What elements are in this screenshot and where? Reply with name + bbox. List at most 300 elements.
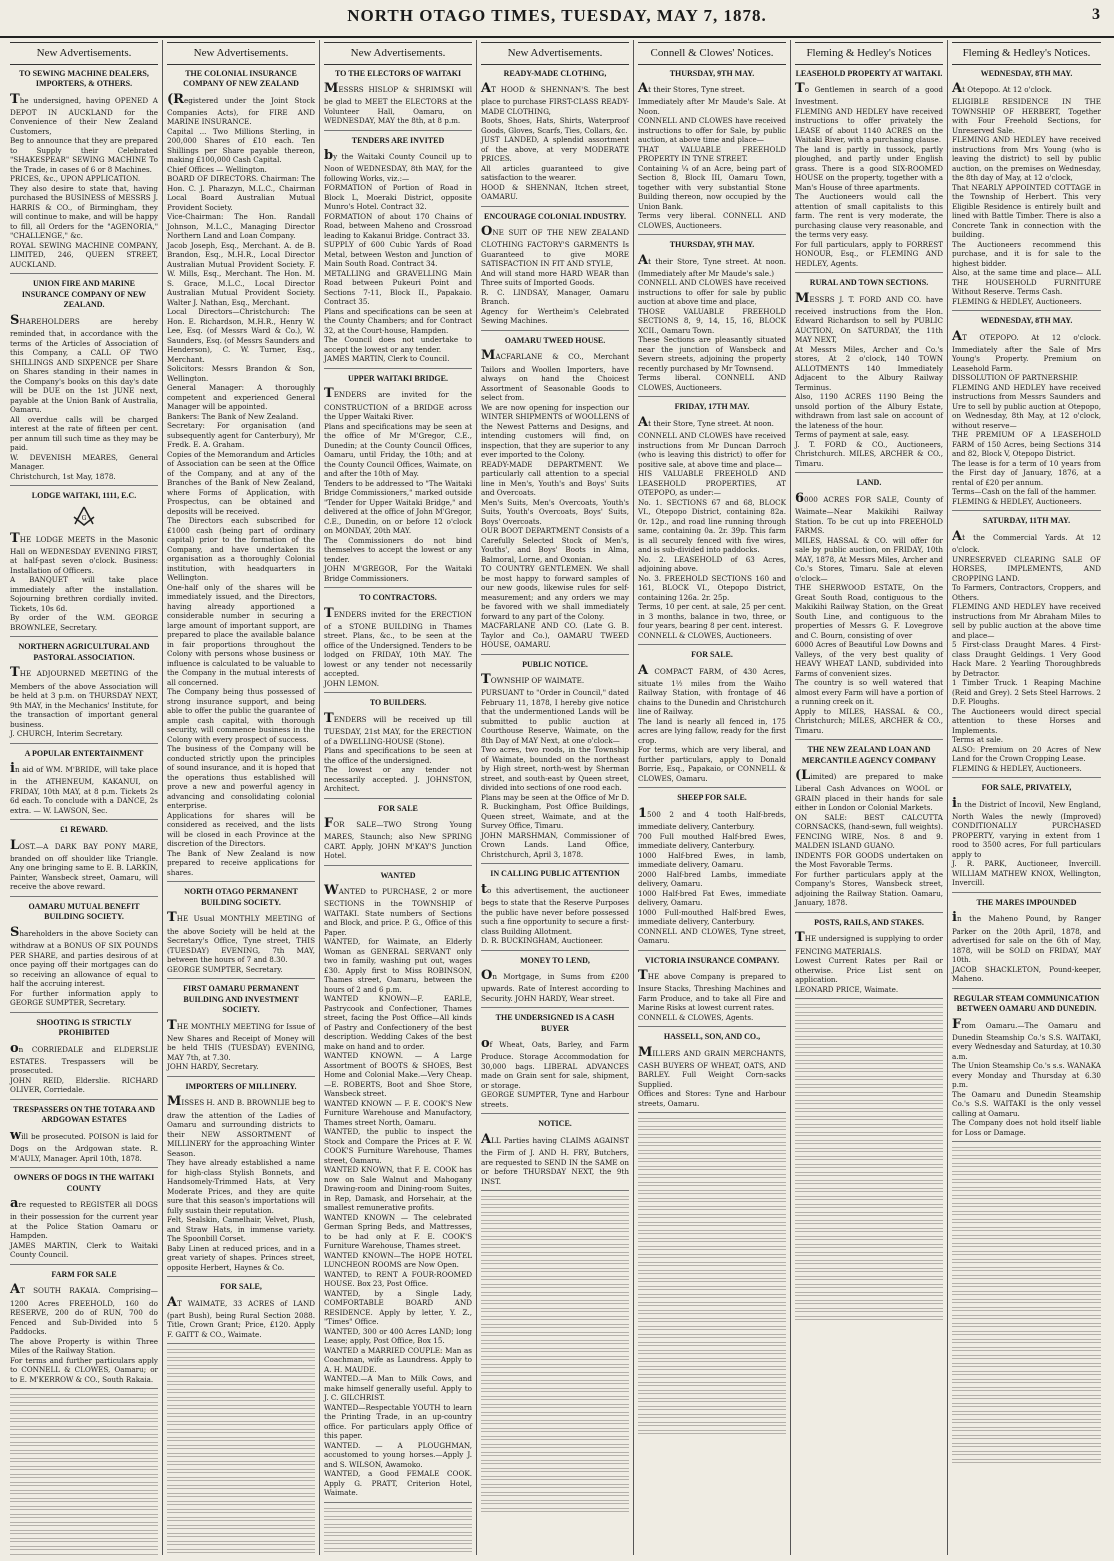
advertisement-text: PURSUANT to "Order in Council," dated February 11, 1878, I hereby give notice that the undermentioned Lands will be submitted to public auction at Courthouse Reserve, Waimate, on the 8th Day of MAY Next, at one o'clock— xyxy=(481,688,629,745)
print-texture xyxy=(10,1450,158,1456)
print-texture xyxy=(481,1356,629,1362)
advertisement xyxy=(638,793,786,950)
advertisement-text: The Union Steamship Co.'s s.s. WANAKA every Monday and Thursday at 6.30 p.m. xyxy=(952,1061,1101,1090)
advertisement-text: AT OTEPOPO. At 12 o'clock. Immediately after the Sale of Mrs Young's Property. Premium on Leasehold Farm. xyxy=(952,328,1101,373)
print-texture xyxy=(481,1292,629,1298)
advertisement-text: (Limited) are prepared to make Liberal Cash Advances on WOOL or GRAIN placed in their hands for sale either in London or Colonial Markets. xyxy=(795,768,943,813)
print-texture xyxy=(952,1339,1101,1345)
advertisement-text: THE Usual MONTHLY MEETING of the above Society will be held at the Secretary's Office, Tyne street, THIS (TUESDAY) EVENING, 7th MAY, between the hours of 7 and 8.30. xyxy=(167,910,315,965)
advertisement xyxy=(638,402,786,645)
advertisement-title: POSTS, RAILS, AND STAKES. xyxy=(814,917,924,927)
print-texture xyxy=(10,1514,158,1520)
advertisement xyxy=(10,1173,158,1265)
column-6 xyxy=(791,40,948,1555)
advertisement-text: THE ADJOURNED MEETING of the Members of the above Association will be held at 3 p.m. on THURSDAY NEXT, 9th MAY, in the Mechanics' Institute, for the transaction of important general business. xyxy=(10,665,158,729)
advertisement-text: ELIGIBLE RESIDENCE IN THE TOWNSHIP OF HERBERT, Together with Four Freehold Sections, for Unreserved Sale. xyxy=(952,97,1101,135)
advertisement-text: The Council does not undertake to accept the lowest or any tender. xyxy=(324,335,472,354)
advertisement-text: on CORRIEDALE and ELDERSLIE ESTATES. Trespassers will be prosecuted. xyxy=(10,1040,158,1076)
advertisement-title: TRESPASSERS ON THE TOTARA AND ARDGOWAN ESTATES xyxy=(13,1104,155,1125)
print-texture xyxy=(638,1262,786,1268)
advertisement-title: FIRST OAMARU PERMANENT BUILDING AND INVESTMENT SOCIETY. xyxy=(183,984,299,1015)
advertisement-text: For full particulars, apply to FORREST HONOUR, Esq., or FLEMING AND HEDLEY, Agents. xyxy=(795,239,943,268)
advertisement-title: VICTORIA INSURANCE COMPANY. xyxy=(644,955,780,965)
print-texture xyxy=(952,1251,1101,1257)
advertisement-text: The business of the Company will be conducted strictly upon the principles of sound insurance, and it is hoped that the operations thus established will prove a new and powerful agency in advancing and consolidating colonial enterprise. xyxy=(167,744,315,811)
advertisement-text: LOST.—A DARK BAY PONY MARE, branded on off shoulder like Triangle. Any one bringing same to E. B. LARKIN, Painter, Wansbeck street, Oamaru, will receive the above reward. xyxy=(10,837,158,892)
print-texture xyxy=(952,1403,1101,1409)
advertisement-title: TO BUILDERS. xyxy=(369,698,427,708)
print-texture xyxy=(167,1405,315,1411)
print-texture xyxy=(795,1116,943,1122)
print-texture xyxy=(638,1414,786,1420)
print-texture xyxy=(324,1548,472,1554)
advertisement xyxy=(324,593,472,693)
advertisement-text: WANTED KNOWN — F. E. COOK'S New Furniture Warehouse and Manufactory, Thames street North, Oamaru. xyxy=(324,1098,472,1127)
advertisement xyxy=(324,698,472,798)
print-texture xyxy=(795,1196,943,1202)
advertisement xyxy=(481,1119,629,1191)
advertisement-text: No. 1. SECTIONS 67 and 68, BLOCK VI., Otepopo District, containing 82a. 0r. 12p., and road line running through same, containing 0a. 2r. 39p. This farm is all securely fenced with five wires, and is sub-divided into paddocks. xyxy=(638,497,786,555)
column-header: New Advertisements. xyxy=(481,42,629,65)
advertisement-text: The Oamaru and Dunedin Steamship Co.'s S.S. WAITAKI is the only vessel calling at Oamaru. xyxy=(952,1089,1101,1118)
print-texture xyxy=(167,1349,315,1355)
advertisement-text: JOHN HARDY, Secretary. xyxy=(167,1062,259,1072)
advertisement-text: JOHN M'GREGOR, For the Waitaki Bridge Commissioners. xyxy=(324,564,472,583)
advertisement-text: 6000 ACRES FOR SALE, County of Waimate—Near Makikihi Railway Station. To be cut up into FREEHOLD FARMS. xyxy=(795,490,943,536)
print-texture xyxy=(638,1222,786,1228)
advertisement-text: 1 Timber Truck. 1 Reaping Machine (Reid and Grey). 2 Sets Steel Harrows. 2 D.F. Ploughs. xyxy=(952,678,1101,707)
advertisement-text: Beg to announce that they are prepared to Supply their Celebrated "SHAKESPEAR" SEWING MACHINE To the Trade, in cases of 6 or 8 Machines. xyxy=(10,136,158,174)
advertisement-text: At their Store, Tyne street. At noon. (Immediately after Mr Maude's sale.) xyxy=(638,252,786,278)
advertisement-text: THE LODGE MEETS in the Masonic Hall on WEDNESDAY EVENING FIRST, at half-past seven o'clock. Business: Installation of Officers. xyxy=(10,530,158,575)
advertisement-title: SHOOTING IS STRICTLY PROHIBITED xyxy=(36,1017,132,1038)
advertisement-title: THE UNDERSIGNED IS A CASH BUYER xyxy=(495,1013,615,1033)
advertisement-text: MISSES H. AND B. BROWNLIE beg to draw the attention of the Ladies of Oamaru and surrounding districts to their NEW ASSORTMENT of MILLINERY for the approaching Winter Season. xyxy=(167,1094,315,1158)
advertisement xyxy=(10,902,158,1013)
advertisement xyxy=(638,1032,786,1113)
advertisement-text: Containing ¼ of an Acre, being part of Section 8, Block III, Oamaru Town, together with very substantial Stone Building thereon, now occupied by the Union Bank. xyxy=(638,163,786,211)
advertisement-text: 1000 Half-bred Ewes, in lamb, immediate delivery, Oamaru. xyxy=(638,850,786,870)
advertisement-text: READY-MADE DEPARTMENT. We particularly call attention to a special line in Men's, Youth's and Boys' Suits and Overcoats. xyxy=(481,459,629,498)
print-texture xyxy=(795,1260,943,1266)
print-texture xyxy=(638,1246,786,1252)
advertisement-title: FOR SALE, PRIVATELY, xyxy=(981,783,1072,793)
print-texture xyxy=(638,1342,786,1348)
advertisement-text: MESSRS HISLOP & SHRIMSKI will be glad to MEET the ELECTORS at the Volunteer Hall, Oamaru, on WEDNESDAY, MAY the 8th, at 8 p.m. xyxy=(324,81,472,126)
advertisement-title: UNION FIRE AND MARINE INSURANCE COMPANY OF NEW ZEALAND. xyxy=(21,279,147,310)
print-texture xyxy=(10,1522,158,1528)
advertisement-text: The Auctioneers would direct special attention to these Horses and Implements. xyxy=(952,706,1101,735)
advertisement-text: UNRESERVED CLEARING SALE OF HORSES, IMPLEMENTS, AND CROPPING LAND. xyxy=(952,554,1101,583)
advertisement-text: WANTED, for Waimate, an Elderly Woman as GENERAL SERVANT only two in family, washing put out, wages £30. Apply first to Miss ROBINSON, Thames street, Oamaru, between the hours of 2 and 6 p.m. xyxy=(324,937,472,994)
print-texture xyxy=(481,1228,629,1234)
advertisement-text: At Messrs Miles, Archer and Co.'s stores, At 2 o'clock, 140 TOWN ALLOTMENTS 140 Immediately Adjacent to the Albury Railway Terminus. xyxy=(795,344,943,392)
advertisement-text: JOHN REID, Elderslie. RICHARD OLIVER, Corriedale. xyxy=(10,1075,158,1095)
advertisement-text: WANTED. — A PLOUGHMAN, accustomed to young horses.—Apply J. and S. WILSON, Awamoko. xyxy=(324,1440,472,1469)
print-texture xyxy=(481,1308,629,1314)
print-texture xyxy=(952,1363,1101,1369)
column-header: New Advertisements. xyxy=(10,42,158,65)
advertisement-text: THE MONTHLY MEETING for Issue of New Shares and Receipt of Money will be held THIS (TUESDAY) EVENING, MAY 7th, at 7.30. xyxy=(167,1017,315,1062)
print-texture xyxy=(638,1214,786,1220)
print-texture xyxy=(795,1308,943,1314)
advertisement-text: CONNELL AND CLOWES, Tyne street, Oamaru. xyxy=(638,926,786,946)
print-texture xyxy=(638,1334,786,1340)
advertisement-text: WANTED—Respectable YOUTH to learn the Printing Trade, in an up-country office. For particulars apply Office of this paper. xyxy=(324,1402,472,1441)
advertisement-text: Boots, Shoes, Hats, Shirts, Waterproof Goods, Gloves, Scarfs, Ties, Collars, &c. xyxy=(481,116,629,135)
advertisement-text: On Mortgage, in Sums from £200 upwards. Rate of Interest according to Security. JOHN HARDY, Wear street. xyxy=(481,968,629,1003)
print-texture xyxy=(795,1132,943,1138)
column-2 xyxy=(163,40,320,1555)
advertisement-title: FOR SALE, xyxy=(220,1282,262,1292)
advertisement xyxy=(167,887,315,979)
print-texture xyxy=(795,1044,943,1050)
advertisement-text: The country is so well watered that almost every Farm will have a portion of a running creek on it. xyxy=(795,678,943,707)
advertisement-text: 1000 Half-bred Fat Ewes, immediate delivery, Oamaru. xyxy=(638,888,786,908)
advertisement-title: ENCOURAGE COLONIAL INDUSTRY. xyxy=(484,211,626,221)
print-texture xyxy=(795,1076,943,1082)
print-texture xyxy=(952,1171,1101,1177)
print-texture xyxy=(167,1549,315,1555)
advertisement xyxy=(481,1013,629,1114)
advertisement xyxy=(952,316,1101,511)
print-texture xyxy=(952,1227,1101,1233)
column-7 xyxy=(948,40,1105,1555)
advertisement-text: Tenders to be addressed to "The Waitaki Bridge Commissioners," marked outside "Tender for Upper Waitaki Bridge," and delivered at the office of John M'Gregor, C.E., Dunedin, on or before 12 o'clock on MONDAY, 20th MAY. xyxy=(324,478,472,536)
print-texture xyxy=(481,1284,629,1290)
advertisement-text: R. C. LINDSAY, Manager, Oamaru Branch. xyxy=(481,287,629,307)
advertisement-text: The Auctioneers would call the attention of small capitalists to this farm. The rent is very moderate, the purchasing clause very reasonable, and the terms very easy. xyxy=(795,192,943,240)
advertisement xyxy=(481,956,629,1009)
print-texture xyxy=(952,1195,1101,1201)
advertisement-text: WANTED KNOWN. — A Large Assortment of BOOTS & SHOES, Best Home and Colonial Make.—Very Cheap.—E. ROBERTS, Boot and Shoe Store, Wansbeck street. xyxy=(324,1051,472,1099)
advertisement-text: ROYAL SEWING MACHINE COMPANY, LIMITED, 246, QUEEN STREET, AUCKLAND. xyxy=(10,240,158,269)
advertisement xyxy=(481,336,629,655)
advertisement-text: FLEMING AND HEDLEY have received instructions from Mrs Young (who is leaving the district) to sell by public auction, on the premises on Wednesday, the 8th day of May, at 12 o'clock, xyxy=(952,135,1101,183)
advertisement xyxy=(795,478,943,740)
advertisement xyxy=(481,869,629,950)
print-texture xyxy=(638,1406,786,1412)
print-texture xyxy=(952,1211,1101,1217)
print-texture xyxy=(795,1276,943,1282)
advertisement-text: of Wheat, Oats, Barley, and Farm Produce. Storage Accommodation for 30,000 bags. LIBERAL ADVANCES made on Grain sent for sale, shipment, or storage. xyxy=(481,1036,629,1090)
advertisement xyxy=(10,825,158,897)
print-texture xyxy=(952,1275,1101,1281)
advertisement-text: At the Commercial Yards. At 12 o'clock. xyxy=(952,528,1101,555)
advertisement-text: FLEMING AND HEDLEY have received instructions to offer privately the LEASE of about 1140 ACRES on the Waitaki River, with a purchasing clause. xyxy=(795,106,943,145)
advertisement-text: We are now opening for inspection our WINTER SHIPMENTS of WOOLLENS of the Newest Patterns and Designs, and intending customers will find, on inspection, that they are superior to any ever imported to the Colony. xyxy=(481,402,629,460)
column-header: Fleming & Hedley's Notices. xyxy=(952,42,1101,65)
advertisement-text: OUR BOOT DEPARTMENT Consists of a Carefully Selected Stock of Men's, Youths', and Boys' Boots in Alma, Balmoral, Lorne, and Oxonian. xyxy=(481,526,629,564)
advertisement-text: Chief Offices — Wellington. xyxy=(167,164,267,174)
advertisement-title: FOR SALE xyxy=(378,803,418,813)
advertisement-title: THE MARES IMPOUNDED xyxy=(976,897,1077,907)
square-and-compass-icon xyxy=(71,505,97,527)
print-texture xyxy=(952,1259,1101,1265)
print-texture xyxy=(481,1412,629,1418)
advertisement xyxy=(324,136,472,369)
print-texture xyxy=(10,1554,158,1555)
column-header: Connell & Clowes' Notices. xyxy=(638,42,786,65)
advertisement-text: One-half only of the shares will be immediately issued, and the Directors, having already apportioned a considerable number in securing a large amount of important support, are prepared to place the available balance in fair proportions throughout the Colony with persons whose business or influence is calculated to be valuable to the Company in the mutual interests of all concerned. xyxy=(167,582,315,687)
advertisement-text: in the Maheno Pound, by Ranger Parker on the 20th April, 1878, and advertised for sale on the 6th of May, 1878, will be SOLD on FRIDAY, MAY 10th. xyxy=(952,910,1101,965)
advertisement xyxy=(952,783,1101,893)
advertisement xyxy=(952,898,1101,989)
advertisement-text: Capital ... Two Millions Sterling, in 200,000 Shares of £10 each. Ten Shillings per Share payable thereon, making £100,000 Cash Capital. xyxy=(167,126,315,165)
advertisement-text: JACOB SHACKLETON, Pound-keeper, Maheno. xyxy=(952,964,1101,984)
advertisement-title: OAMARU MUTUAL BENEFIT BUILDING SOCIETY. xyxy=(28,901,140,922)
advertisement-text: WANTED, to RENT A FOUR-ROOMED HOUSE. Box 23, Post Office. xyxy=(324,1269,472,1289)
advertisement-text: INDENTS FOR GOODS undertaken on the Most Favorable Terms. xyxy=(795,850,943,870)
print-texture xyxy=(795,1108,943,1114)
advertisement-text: The Company being thus possessed of strong insurance support, and being able to offer the public the guarantee of ample cash capital, with thorough security, will commence business in the Colony with every prospect of success. xyxy=(167,687,315,744)
print-texture xyxy=(638,1318,786,1324)
advertisement xyxy=(481,212,629,331)
advertisement-title: FOR SALE. xyxy=(691,650,733,660)
advertisement-title: SATURDAY, 11TH MAY. xyxy=(982,516,1071,526)
advertisement-text: Jacob Joseph, Esq., Merchant. A. de B. Brandon, Esq., M.H.R., Local Director Australian Mutual Provident Society. F. W. Mills, Esq., Merchant. The Hon. M. S. Grace, M.L.C., Local Director Australian Mutual Provident Society. Walter J. Nathan, Esq., Merchant. xyxy=(167,240,315,307)
print-texture xyxy=(952,1427,1101,1433)
print-texture xyxy=(167,1525,315,1531)
advertisement-text: FORMATION of Portion of Road in Block L, Moeraki District, opposite Munro's Hotel. Contract 32. xyxy=(324,183,472,212)
advertisement xyxy=(481,660,629,865)
advertisement-title: REGULAR STEAM COMMUNICATION BETWEEN OAMARU AND DUNEDIN. xyxy=(953,993,1100,1014)
print-texture xyxy=(10,1530,158,1536)
advertisement-text: 700 Full mouthed Half-bred Ewes, immediate delivery, Canterbury. xyxy=(638,831,786,851)
advertisement-text: Terms of payment at sale, easy. xyxy=(795,430,909,440)
print-texture xyxy=(795,1268,943,1274)
print-texture xyxy=(481,1268,629,1274)
advertisement-text: WANTED KNOWN—F. EARLE, Pastrycook and Confectioner, Thames street, facing the Post Office—All kinds of Pastry and Confectionery of the best description. Wedding Cakes of the best make on hand and to order. xyxy=(324,994,472,1051)
advertisement-text: The Bank of New Zealand is now prepared to receive applications for shares. xyxy=(167,848,315,877)
print-texture xyxy=(952,1347,1101,1353)
advertisement-text: The land is partly in tussock, partly ploughed, and partly under English grass. There is a good SIX-ROOMED HOUSE on the property, together with a Man's House of three apartments. xyxy=(795,144,943,192)
advertisement-text: The Company does not hold itself liable for Loss or Damage. xyxy=(952,1118,1101,1137)
column-1 xyxy=(6,40,163,1555)
advertisement-text: Shareholders in the above Society can withdraw at a BONUS OF SIX POUNDS PER SHARE, and parties desirous of at once paying off their mortgages can do so receiving an allowance of equal to half the accruing interest. xyxy=(10,925,158,989)
print-texture xyxy=(10,1458,158,1464)
print-texture xyxy=(795,1052,943,1058)
print-texture xyxy=(324,1540,472,1546)
advertisement-text: THE above Company is prepared to Insure Stacks, Threshing Machines and Farm Produce, and to take all Fire and Marine Risks at lowest current rates. xyxy=(638,968,786,1013)
advertisement-text: Agency for Wertheim's Celebrated Sewing Machines. xyxy=(481,306,629,326)
advertisement-title: UPPER WAITAKI BRIDGE. xyxy=(348,373,448,383)
advertisement xyxy=(10,642,158,743)
print-texture xyxy=(952,1331,1101,1337)
advertisement-text: Bankers: The Bank of New Zealand. xyxy=(167,411,299,421)
print-texture xyxy=(324,1508,472,1514)
print-texture xyxy=(167,1493,315,1499)
advertisement-text: THE undersigned is supplying to order FENCING MATERIALS. xyxy=(795,930,943,956)
advertisement-title: RURAL AND TOWN SECTIONS. xyxy=(809,278,929,288)
advertisement-text: J. R. PARK, Auctioneer, Invercill. WILLIAM MATHEW KNOX, Wellington, Invercill. xyxy=(952,859,1101,888)
advertisement-title: THE NEW ZEALAND LOAN AND MERCANTILE AGENCY COMPANY xyxy=(801,745,937,765)
advertisement xyxy=(795,69,943,274)
print-texture xyxy=(952,1291,1101,1297)
print-texture xyxy=(10,1482,158,1488)
advertisement-text: Plans and specifications can be seen at the County Chambers; and for Contract 32, at the Court-house, Hampden. xyxy=(324,306,472,335)
print-texture xyxy=(952,1179,1101,1185)
print-texture xyxy=(10,1466,158,1472)
advertisement-title: OWNERS OF DOGS IN THE WAITAKI COUNTY xyxy=(13,1173,155,1193)
advertisement-text: They have already established a name for high-class Stylish Bonnets, and Handsomely-Trimmed Hats, at Very Moderate Prices, and they are quite sure that this season's importations will fully sustain their reputation. xyxy=(167,1158,315,1215)
advertisement-text: FLEMING AND HEDLEY have received instructions from Mr Abraham Miles to sell by public auction at the above time and place— xyxy=(952,602,1101,640)
print-texture xyxy=(10,1546,158,1552)
print-texture xyxy=(795,1292,943,1298)
advertisement-text: FLEMING & HEDLEY, Auctioneers. xyxy=(952,496,1082,506)
print-texture xyxy=(10,1394,158,1400)
advertisement-title: FARM FOR SALE xyxy=(51,1269,117,1279)
column-header: New Advertisements. xyxy=(167,42,315,65)
advertisement-title: LODGE WAITAKI, 1111, E.C. xyxy=(31,491,137,501)
print-texture xyxy=(795,1172,943,1178)
advertisement xyxy=(167,984,315,1077)
print-texture xyxy=(10,1490,158,1496)
advertisement-text: FOR SALE—TWO Strong Young MARES, Staunch; also New SPRING CART. Apply, JOHN M'KAY'S Junction Hotel. xyxy=(324,816,472,861)
advertisement-title: LAND. xyxy=(856,478,882,488)
advertisement-text: to this advertisement, the auctioneer begs to state that the Reserve Purposes the public have never before possessed such a fine opportunity to secure a first-class Building Allotment. xyxy=(481,881,629,936)
print-texture xyxy=(795,1244,943,1250)
advertisement-title: PUBLIC NOTICE. xyxy=(522,659,588,669)
advertisement xyxy=(952,516,1101,778)
advertisement xyxy=(952,69,1101,312)
advertisement-text: At Otepopo. At 12 o'clock. xyxy=(952,81,1052,97)
print-texture xyxy=(167,1413,315,1419)
advertisement-text: MILES, HASSAL & CO. will offer for sale by public auction, on FRIDAY, 10th MAY, 1878, At Messrs Miles, Archer and Co.'s Stores, Timaru. Sale at eleven o'clock— xyxy=(795,535,943,583)
advertisement-text: The Commissioners do not bind themselves to accept the lowest or any tender. xyxy=(324,535,472,564)
advertisement-title: THE COLONIAL INSURANCE COMPANY OF NEW ZEALAND xyxy=(183,68,299,89)
print-texture xyxy=(638,1366,786,1372)
advertisement-text: Immediately after Mr Maude's Sale. At Noon. xyxy=(638,97,786,116)
print-texture xyxy=(481,1460,629,1466)
print-texture xyxy=(795,1028,943,1034)
advertisement-text: Christchurch, 1st May, 1878. xyxy=(10,471,116,481)
print-texture xyxy=(481,1476,629,1482)
advertisement-text: 2000 Half-bred Lambs, immediate delivery, Oamaru. xyxy=(638,869,786,889)
advertisement xyxy=(952,994,1101,1143)
print-texture xyxy=(481,1220,629,1226)
print-texture xyxy=(795,1180,943,1186)
advertisement-title: WEDNESDAY, 8TH MAY. xyxy=(980,68,1073,78)
print-texture xyxy=(638,1326,786,1332)
print-texture xyxy=(481,1324,629,1330)
advertisement-text: WANTED, by a Single Lady, COMFORTABLE BOARD AND RESIDENCE. Apply by letter, Y. Z., "Times" Office. xyxy=(324,1288,472,1327)
print-texture xyxy=(638,1358,786,1364)
advertisement-text: WANTED KNOWN—The HOPE HOTEL LUNCHEON ROOMS are Now Open. xyxy=(324,1250,472,1270)
print-texture xyxy=(481,1364,629,1370)
advertisement-text: No. 3. FREEHOLD SECTIONS 160 and 161, BLOCK VI., Otepopo District, containing 126a. 2r. 25p. xyxy=(638,573,786,602)
advertisement-title: READY-MADE CLOTHING, xyxy=(503,68,607,78)
print-texture xyxy=(638,1390,786,1396)
print-texture xyxy=(638,1278,786,1284)
print-texture xyxy=(167,1437,315,1443)
advertisement-text: JUST LANDED, A splendid assortment of the above, at very MODERATE PRICES. xyxy=(481,135,629,164)
print-texture xyxy=(481,1436,629,1442)
advertisement-text: Local Directors—Christchurch: The Hon. E. Richardson, M.H.R., Henry W. Lee, Esq. (of Messrs Ward & Co.), W. Saunders, Esq. (of Messrs Saunders and Henderson), C. W. Turner, Esq., Merchant. xyxy=(167,307,315,364)
advertisement-text: WANTED KNOWN, that F. E. COOK has now on Sale Walnut and Mahogany Drawing-room and Dining-room Suites, in Rep, Damask, and Horsehair, at the smallest remunerative profits. xyxy=(324,1165,472,1213)
print-texture xyxy=(795,1004,943,1010)
newspaper-title: NORTH OTAGO TIMES, TUESDAY, MAY 7, 1878. xyxy=(347,6,767,25)
print-texture xyxy=(638,1198,786,1204)
print-texture xyxy=(638,1238,786,1244)
print-texture xyxy=(638,1190,786,1196)
print-texture xyxy=(167,1421,315,1427)
advertisement-text: They also desire to state that, having purchased the BUSINESS of MESSRS J. HARRIS & CO., of Birmingham, they will continue to make, and will be happy to fill, all Orders for the "AGENORIA," "CHALLENGE," &c. xyxy=(10,183,158,241)
advertisement-text: are requested to REGISTER all DOGS in their possession for the current year at the Police Station Oamaru or Hampden. xyxy=(10,1196,158,1241)
advertisement-text: J. T. FORD & CO., Auctioneers, Christchurch. MILES, ARCHER & CO., Timaru. xyxy=(795,439,943,468)
print-texture xyxy=(481,1212,629,1218)
advertisement xyxy=(795,918,943,999)
advertisement-text: Also, 1190 ACRES 1190 Being the unsold portion of the Albury Estate, withdrawn from last sale on account of the lateness of the hour. xyxy=(795,392,943,430)
advertisement-text: in aid of WM. M'BRIDE, will take place in the ATHENEUM, KAKANUI, on FRIDAY, 10th MAY, at 8 p.m. Tickets 2s 6d each. To conclude with a DANCE, 2s extra. — W. LAWSON, Sec. xyxy=(10,761,158,815)
advertisement-text: To Gentlemen in search of a good Investment. xyxy=(795,81,943,107)
advertisement-title: SHEEP FOR SALE. xyxy=(677,793,747,803)
print-texture xyxy=(167,1541,315,1547)
advertisement-text: Terms at sale. xyxy=(952,735,1003,745)
print-texture xyxy=(952,1203,1101,1209)
advertisement-text: A COMPACT FARM, of 430 Acres, situate 1½ miles from the Waiho Railway Station, with frontage of 46 chains to the Dunedin and Christchurch line of Railway. xyxy=(638,662,786,717)
advertisement-text: THAT VALUABLE FREEHOLD PROPERTY IN TYNE STREET. xyxy=(638,144,786,164)
advertisement-text: CONNELL AND CLOWES have received instructions from Mr Duncan Darroch (who is leaving this district) to offer for positive sale, at above time and place— xyxy=(638,431,786,469)
advertisement-text: in the District of Incovil, New England, North Wales the newly (Improved) CONDITIONALLY PURCHASED PROPERTY, varying in extent from 1 rood to 3500 acres, For full particulars apply to xyxy=(952,795,1101,859)
print-texture xyxy=(324,1516,472,1522)
advertisement-text: Terms, 10 per cent. at sale, 25 per cent. in 3 months, balance in two, three, or four years, bearing 8 per cent. interest. xyxy=(638,602,786,631)
advertisement-text: A BANQUET will take place immediately after the installation. Sojourning brethren cordially invited. Tickets, 10s 6d. xyxy=(10,575,158,613)
print-texture xyxy=(10,1418,158,1424)
advertisement-text: TENDERS are invited for the CONSTRUCTION of a BRIDGE across the Upper Waitaki River. xyxy=(324,386,472,422)
print-texture xyxy=(10,1538,158,1544)
advertisement-text: JOHN LEMON. xyxy=(324,678,380,688)
print-texture xyxy=(638,1254,786,1260)
advertisement-text: ALSO: Premium on 20 Acres of New Land for the Crown Cropping Lease. xyxy=(952,744,1101,764)
advertisement-text: Applications for shares will be considered as received, and the lists will be closed in each Province at the discretion of the Directors. xyxy=(167,810,315,849)
print-texture xyxy=(952,1283,1101,1289)
print-texture xyxy=(952,1355,1101,1361)
advertisement xyxy=(795,278,943,473)
print-texture xyxy=(481,1508,629,1514)
advertisement-text: The lease is for a term of 10 years from the First day of January, 1876, at a rental of £20 per annum. xyxy=(952,458,1101,487)
advertisement-text: Secretary: For organisation (and subsequently agent for Canterbury), Mr Fredk. E. A. Graham. xyxy=(167,421,315,450)
print-texture xyxy=(167,1445,315,1451)
print-texture xyxy=(167,1461,315,1467)
print-texture xyxy=(795,1220,943,1226)
advertisement-text: FLEMING AND HEDLEY have received instructions from Messrs Saunders and Ure to sell by public auction at Otepopo, on Wednesday, 8th May, at 12 o'clock, without reserve— xyxy=(952,382,1101,430)
advertisement-text: These Sections are pleasantly situated near the junction of Wansbeck and Severn streets, adjoining the property recently purchased by Mr Townsend. xyxy=(638,335,786,373)
print-texture xyxy=(167,1397,315,1403)
advertisement-text: ALL Parties having CLAIMS AGAINST the Firm of J. AND H. FRY, Butchers, are requested to SEND IN the SAME on or before THURSDAY NEXT, the 9th INST. xyxy=(481,1132,629,1186)
advertisement-text: Terms very liberal. CONNELL AND CLOWES, Auctioneers. xyxy=(638,211,786,230)
print-texture xyxy=(952,1323,1101,1329)
advertisement-text: CONNELL AND CLOWES have received instructions to offer for Sale, by public auction, at above time and place— xyxy=(638,116,786,145)
print-texture xyxy=(638,1150,786,1156)
advertisement xyxy=(638,956,786,1028)
print-texture xyxy=(952,1155,1101,1161)
advertisement-text: FLEMING & HEDLEY, Auctioneers. xyxy=(952,763,1082,773)
advertisement xyxy=(10,1018,158,1100)
advertisement-text: AT WAIMATE, 33 ACRES of LAND (part Bush), being Rural Section 2088. Title, Crown Grant; Price, £120. Apply F. GAITT & CO., Waimate. xyxy=(167,1294,315,1339)
print-texture xyxy=(638,1142,786,1148)
print-texture xyxy=(638,1398,786,1404)
print-texture xyxy=(167,1509,315,1515)
print-texture xyxy=(638,1158,786,1164)
advertisement-text: AT SOUTH RAKAIA. Comprising— 1200 Acres FREEHOLD, 160 do RESERVE, 200 do of RUN, 700 do Fenced and Sub-Divided into 5 Paddocks. xyxy=(10,1282,158,1337)
advertisement-text: The land is nearly all fenced in, 175 acres are lying fallow, ready for the first crop. xyxy=(638,716,786,745)
advertisement-title: TO CONTRACTORS. xyxy=(359,593,437,603)
advertisement-text: General Manager: A thoroughly competent and experienced General Manager will be appointed. xyxy=(167,383,315,412)
print-texture xyxy=(324,1532,472,1538)
advertisement-text: Plans and specifications to be seen at the office of the undersigned. xyxy=(324,746,472,765)
advertisement-text: Baby Linen at reduced prices, and in a great variety of shapes. Princes street, opposite Herbert, Haynes & Co. xyxy=(167,1243,315,1272)
